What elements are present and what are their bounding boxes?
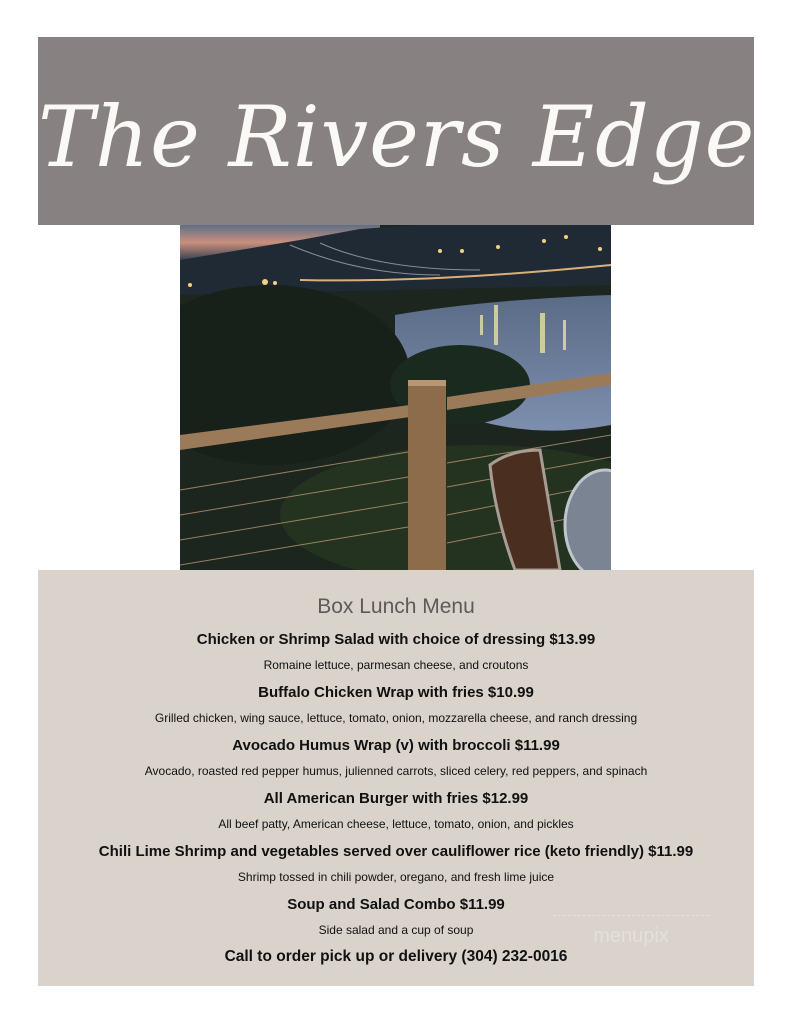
menu-title: Box Lunch Menu [317, 595, 475, 618]
menu-item-name: Avocado Humus Wrap (v) with broccoli $11.99 [232, 737, 560, 754]
restaurant-title: The Rivers Edge [38, 88, 756, 186]
box-lunch-menu [38, 570, 754, 986]
menu-item-name: Buffalo Chicken Wrap with fries $10.99 [258, 684, 534, 701]
menu-item-description: Grilled chicken, wing sauce, lettuce, tomato, onion, mozzarella cheese, and ranch dressing [154, 711, 638, 725]
menu-item-name: Chicken or Shrimp Salad with choice of dressing $13.99 [196, 631, 596, 648]
menu-item-description: Shrimp tossed in chili powder, oregano, and fresh lime juice [237, 870, 555, 884]
call-to-order: Call to order pick up or delivery (304) 232-0016 [224, 948, 568, 965]
menu-item-name: Chili Lime Shrimp and vegetables served over cauliflower rice (keto friendly) $11.99 [98, 843, 694, 860]
menu-item-description: All beef patty, American cheese, lettuce, tomato, onion, and pickles [218, 817, 574, 831]
watermark: menupix [553, 915, 709, 956]
menu-item-description: Avocado, roasted red pepper humus, julienned carrots, sliced celery, red peppers, and spinach [144, 764, 648, 778]
menu-item-description: Romaine lettuce, parmesan cheese, and croutons [263, 658, 529, 672]
photo-illustration [180, 225, 611, 570]
header-banner [38, 37, 754, 225]
menu-item-name: Soup and Salad Combo $11.99 [287, 896, 505, 913]
river-view-photo [180, 225, 611, 570]
menu-item-name: All American Burger with fries $12.99 [263, 790, 529, 807]
menu-item-description: Side salad and a cup of soup [318, 923, 474, 937]
